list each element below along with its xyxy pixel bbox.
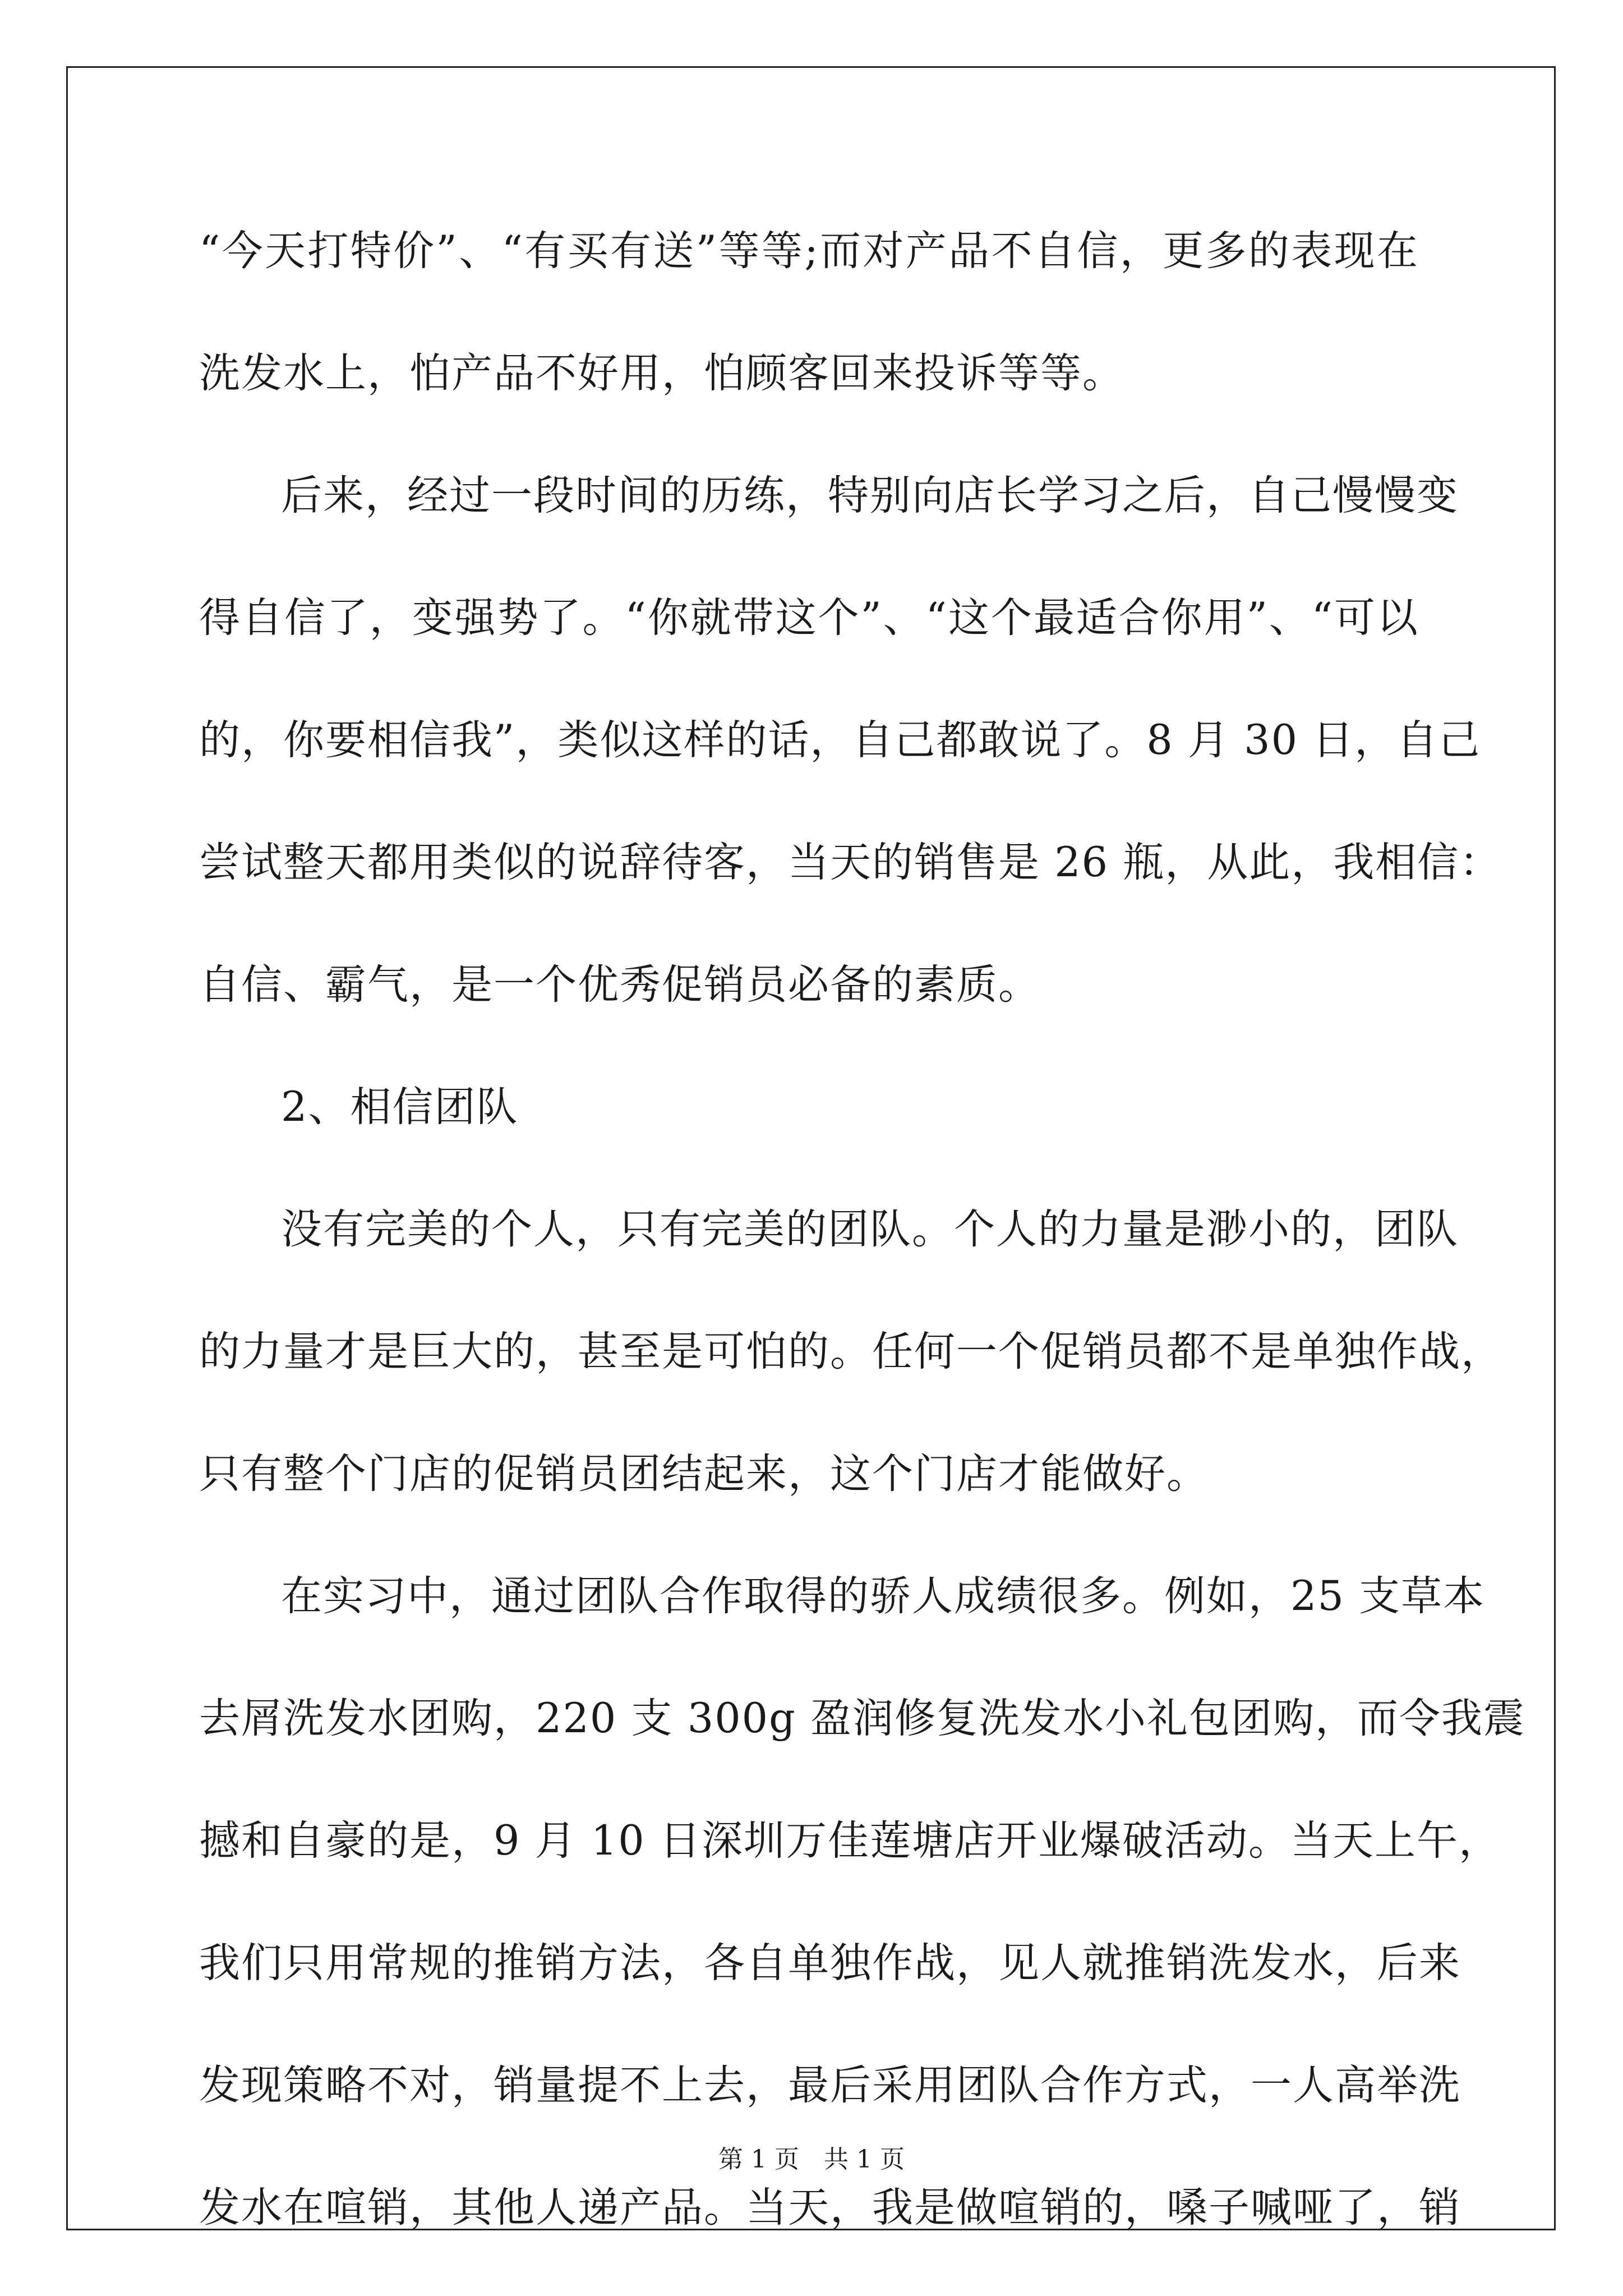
text-line: 的，你要相信我”，类似这样的话，自己都敢说了。8 月 30 日，自己 [199, 716, 1481, 764]
text-line: 去屑洗发水团购，220 支 300g 盈润修复洗发水小礼包团购，而令我震 [199, 1695, 1526, 1742]
text-line: “今天打特价”、“有买有送”等等;而对产品不自信，更多的表现在 [199, 227, 1419, 275]
text-line: 尝试整天都用类似的说辞待客，当天的销售是 26 瓶，从此，我相信： [199, 839, 1502, 886]
text-line: 自信、霸气，是一个优秀促销员必备的素质。 [199, 961, 1040, 1009]
text-line: 发水在喧销，其他人递产品。当天，我是做喧销的，嗓子喊哑了，销 [199, 2184, 1461, 2231]
text-line: 洗发水上，怕产品不好用，怕顾客回来投诉等等。 [199, 349, 1124, 397]
page-footer [0, 2143, 1623, 2177]
text-line: 的力量才是巨大的，甚至是可怕的。任何一个促销员都不是单独作战， [199, 1328, 1503, 1375]
page-total: 共 1 页 [824, 2145, 905, 2174]
section-heading: 2、相信团队 [281, 1083, 519, 1131]
text-line: 没有完美的个人，只有完美的团队。个人的力量是渺小的，团队 [281, 1205, 1459, 1253]
text-line: 发现策略不对，销量提不上去，最后采用团队合作方式，一人高举洗 [199, 2062, 1461, 2109]
text-line: 撼和自豪的是，9 月 10 日深圳万佳莲塘店开业爆破活动。当天上午， [199, 1817, 1501, 1865]
document-body [199, 206, 1526, 2285]
text-line: 我们只用常规的推销方法，各自单独作战，见人就推销洗发水，后来 [199, 1939, 1461, 1987]
page-number: 第 1 页 [718, 2145, 799, 2174]
text-line: 得自信了，变强势了。“你就带这个”、“这个最适合你用”、“可以 [199, 594, 1419, 642]
text-line: 在实习中，通过团队合作取得的骄人成绩很多。例如，25 支草本 [281, 1572, 1486, 1620]
text-line: 后来，经过一段时间的历练，特别向店长学习之后，自己慢慢变 [281, 472, 1459, 519]
text-line: 只有整个门店的促销员团结起来，这个门店才能做好。 [199, 1450, 1209, 1498]
